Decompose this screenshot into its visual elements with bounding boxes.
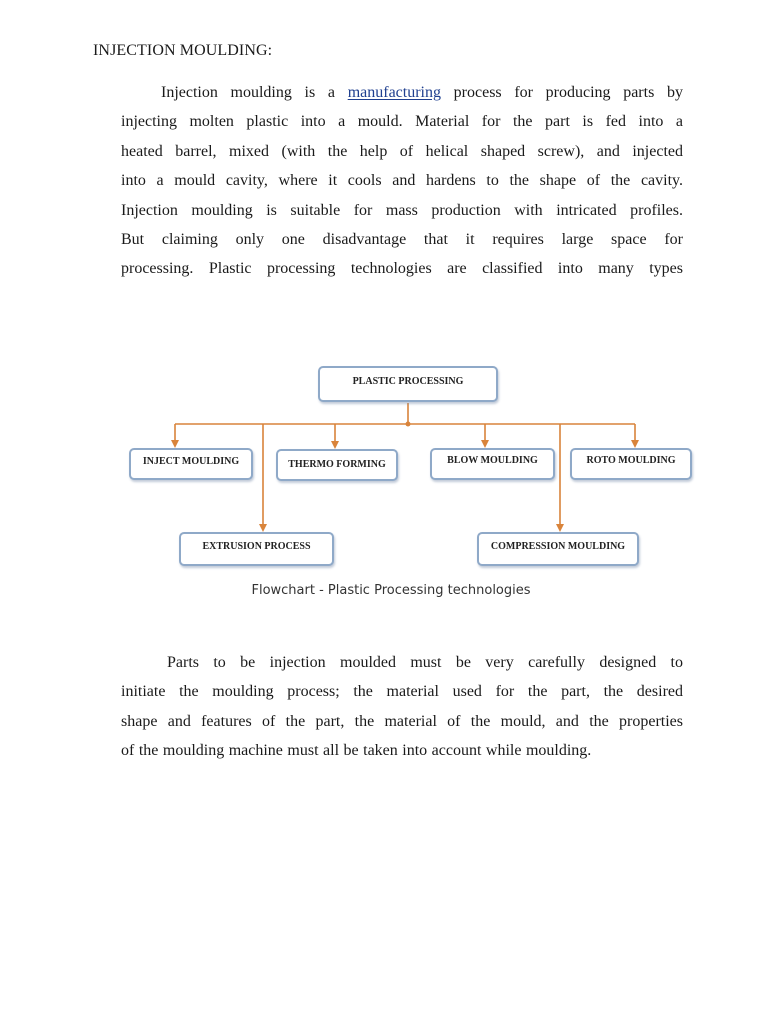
node-roto-moulding <box>570 448 692 480</box>
caption-text: Flowchart - Plastic Processing technologies <box>251 583 531 598</box>
paragraph-line: But claiming only one disadvantage that it requires large space for <box>121 231 683 249</box>
section-heading: INJECTION MOULDING: <box>93 42 273 59</box>
node-label: PLASTIC PROCESSING <box>352 376 464 387</box>
node-label: ROTO MOULDING <box>586 455 676 466</box>
node-thermo-forming <box>276 449 398 481</box>
paragraph-line: into a mould cavity, where it cools and hardens to the shape of the cavity. <box>121 172 683 190</box>
node-plastic-processing <box>318 366 498 402</box>
node-inject-moulding <box>129 448 253 480</box>
paragraph-line: processing. Plastic processing technologies are classified into many types <box>121 260 683 278</box>
intro-paragraph <box>121 78 683 284</box>
text-run: Injection moulding is a <box>161 84 348 101</box>
node-label: EXTRUSION PROCESS <box>202 541 311 552</box>
text-run: process for producing parts by <box>440 84 683 101</box>
plastic-processing-flowchart <box>120 360 700 575</box>
paragraph-line: Injection moulding is suitable for mass production with intricated profiles. <box>121 201 683 219</box>
junction-dot <box>406 422 411 427</box>
paragraph-line: initiate the moulding process; the material used for the part, the desired <box>121 683 683 701</box>
node-label: INJECT MOULDING <box>142 456 240 467</box>
paragraph-line: shape and features of the part, the material of the mould, and the properties <box>121 712 683 730</box>
design-paragraph <box>121 648 683 766</box>
node-label: BLOW MOULDING <box>447 455 538 466</box>
paragraph-line <box>121 78 683 107</box>
paragraph-line: of the moulding machine must all be taken into account while moulding. <box>121 742 592 760</box>
node-label: COMPRESSION MOULDING <box>490 541 626 552</box>
manufacturing-link[interactable]: manufacturing <box>347 84 441 101</box>
figure-caption <box>0 583 768 598</box>
paragraph-line: Parts to be injection moulded must be very carefully designed to <box>167 654 683 671</box>
paragraph-line: injecting molten plastic into a mould. Material for the part is fed into a <box>121 113 683 131</box>
node-extrusion-process <box>179 532 334 566</box>
node-blow-moulding <box>430 448 555 480</box>
node-compression-moulding <box>477 532 639 566</box>
node-label: THERMO FORMING <box>288 459 386 470</box>
paragraph-line: heated barrel, mixed (with the help of helical shaped screw), and injected <box>121 142 683 160</box>
